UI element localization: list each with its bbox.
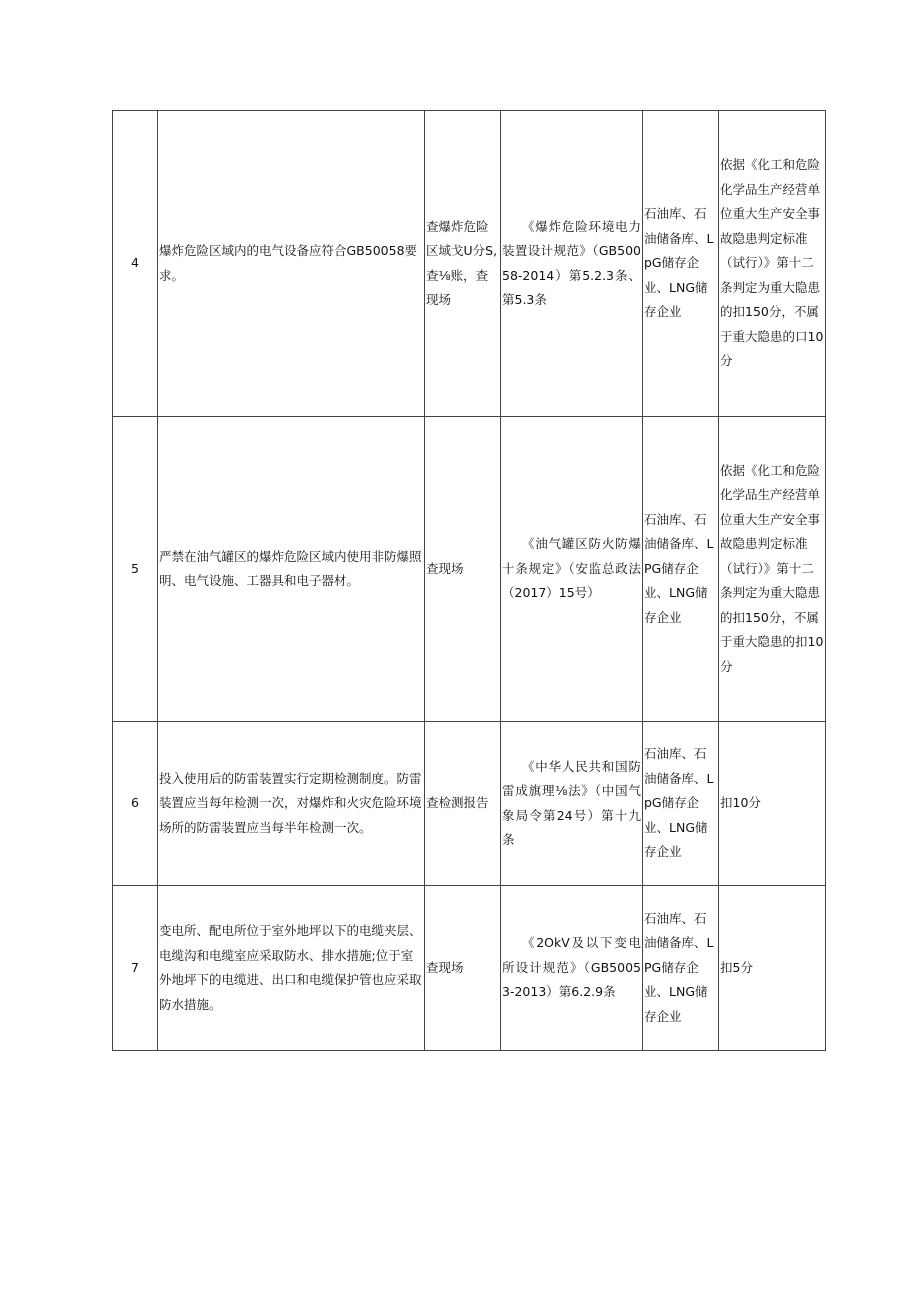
penalty-cell: 扣10分 <box>719 722 826 886</box>
check-method-cell: 查现场 <box>425 417 501 722</box>
basis-cell: 《2OkV及以下变电所设计规范》（GB50053-2013）第6.2.9条 <box>501 886 643 1051</box>
table-row <box>113 111 826 417</box>
penalty-cell: 扣5分 <box>719 886 826 1051</box>
scope-cell: 石油库、石油储备库、LpG储存企业、LNG储存企业 <box>643 111 719 417</box>
scope-cell: 石油库、石油储备库、LpG储存企业、LNG储存企业 <box>643 722 719 886</box>
basis-cell: 《爆炸危险环境电力装置设计规范》（GB50058-2014）第5.2.3条、第5.3条 <box>501 111 643 417</box>
table-row <box>113 417 826 722</box>
row-number: 5 <box>113 417 158 722</box>
requirement-cell: 爆炸危险区域内的电气设备应符合GB50058要求。 <box>158 111 425 417</box>
basis-cell: 《油气罐区防火防爆十条规定》（安监总政法（2017）15号） <box>501 417 643 722</box>
check-method-cell: 查检测报告 <box>425 722 501 886</box>
row-number: 6 <box>113 722 158 886</box>
scope-cell: 石油库、石油储备库、LPG储存企业、LNG储存企业 <box>643 886 719 1051</box>
penalty-cell: 依据《化工和危险化学品生产经营单位重大生产安全事故隐患判定标准（试行）》第十二条判定为重大隐患的扣150分，不属于重大隐患的口10分 <box>719 111 826 417</box>
scope-cell: 石油库、石油储备库、LPG储存企业、LNG储存企业 <box>643 417 719 722</box>
row-number: 4 <box>113 111 158 417</box>
requirement-cell: 严禁在油气罐区的爆炸危险区域内使用非防爆照明、电气设施、工器具和电子器材。 <box>158 417 425 722</box>
table-row <box>113 886 826 1051</box>
requirement-cell: 投入使用后的防雷装置实行定期检测制度。防雷装置应当每年检测一次，对爆炸和火灾危险环境场所的防雷装置应当每半年检测一次。 <box>158 722 425 886</box>
inspection-table <box>112 110 826 1051</box>
requirement-cell: 变电所、配电所位于室外地坪以下的电缆夹层、电缆沟和电缆室应采取防水、排水措施;位于室外地坪下的电缆进、出口和电缆保护管也应采取防水措施。 <box>158 886 425 1051</box>
row-number: 7 <box>113 886 158 1051</box>
table-row <box>113 722 826 886</box>
check-method-cell: 查现场 <box>425 886 501 1051</box>
check-method-cell: 查爆炸危险区域戈U分S, 查⅛账，查现场 <box>425 111 501 417</box>
basis-cell: 《中华人民共和国防雷成旗理⅛法》（中国气象局令第24号）第十九条 <box>501 722 643 886</box>
penalty-cell: 依据《化工和危险化学品生产经营单位重大生产安全事故隐患判定标准（试行）》第十二条判定为重大隐患的扣150分，不属于重大隐患的扣10分 <box>719 417 826 722</box>
